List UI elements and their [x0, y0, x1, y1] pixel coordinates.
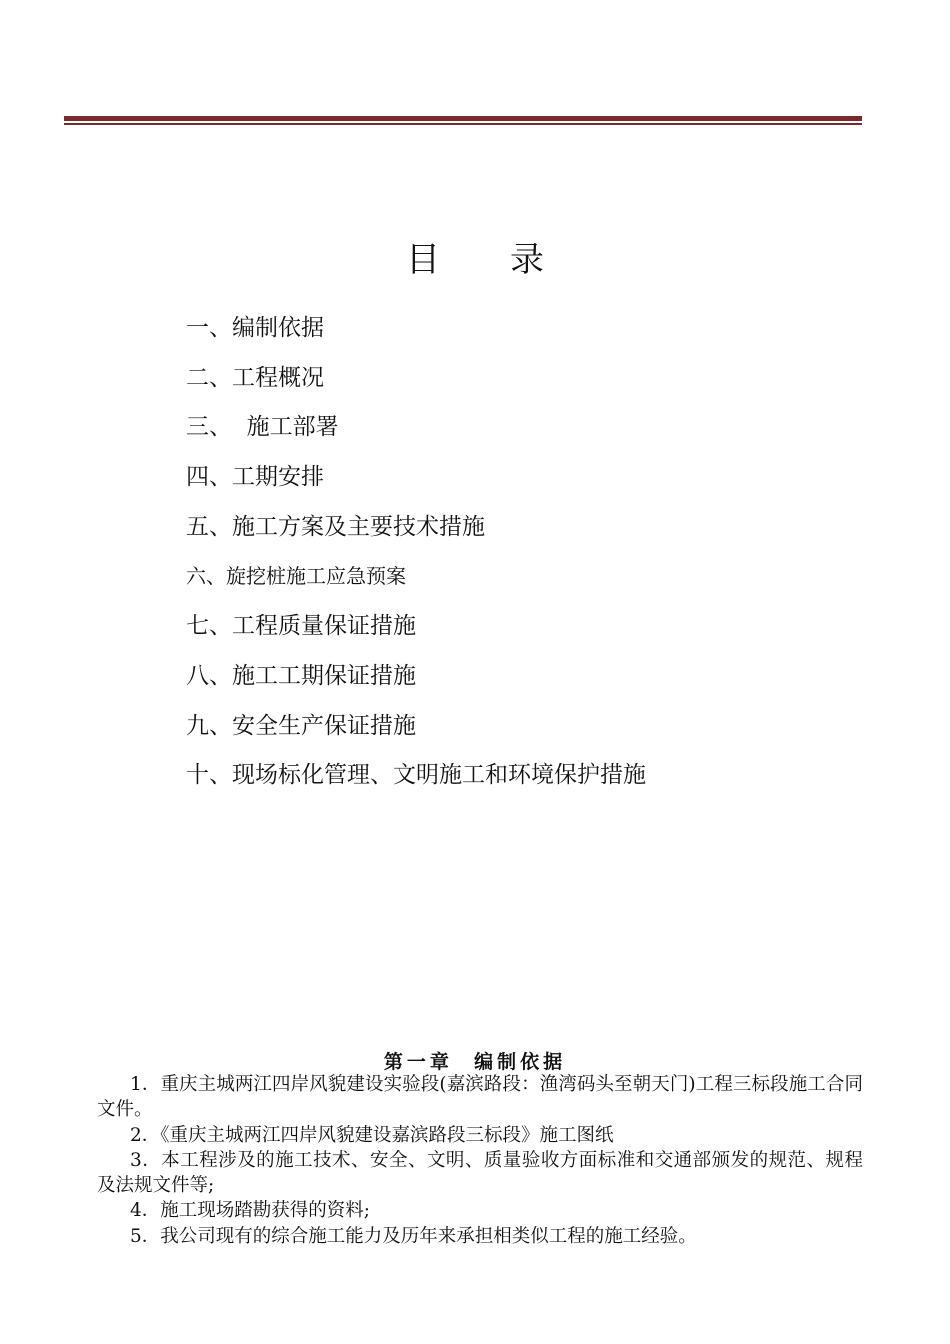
- header-rule-thick: [64, 116, 862, 121]
- chapter-title: 第一章 编制依据: [383, 1051, 567, 1073]
- basis-paragraph-2: 2．《重庆主城两江四岸风貌建设嘉滨路段三标段》施工图纸: [130, 1124, 614, 1146]
- basis-paragraph-5: 5．我公司现有的综合施工能力及历年来承担相类似工程的施工经验。: [130, 1225, 697, 1247]
- toc-title-right: 录: [510, 240, 544, 280]
- basis-paragraph-4: 4．施工现场踏勘获得的资料;: [130, 1200, 371, 1222]
- header-rule-thin: [64, 123, 862, 125]
- toc-item-5[interactable]: 五、施工方案及主要技术措施: [186, 513, 485, 540]
- basis-paragraph-1: 1．重庆主城两江四岸风貌建设实验段(嘉滨路段：渔湾码头至朝天门)工程三标段施工合同文件。: [97, 1074, 863, 1121]
- basis-paragraph-3: 3．本工程涉及的施工技术、安全、文明、质量验收方面标准和交通部颁发的规范、规程及法规文件等;: [97, 1149, 863, 1197]
- toc-title: [0, 232, 950, 281]
- toc-item-6[interactable]: 六、旋挖桩施工应急预案: [186, 564, 406, 589]
- toc-item-2[interactable]: 二、工程概况: [186, 364, 324, 391]
- toc-item-4[interactable]: 四、工期安排: [186, 464, 324, 491]
- toc-list: [186, 308, 646, 805]
- toc-item-9[interactable]: 九、安全生产保证措施: [186, 712, 416, 739]
- toc-item-10[interactable]: 十、现场标化管理、文明施工和环境保护措施: [186, 762, 646, 789]
- toc-item-7[interactable]: 七、工程质量保证措施: [186, 613, 416, 640]
- toc-title-left: 目: [406, 240, 440, 280]
- toc-item-3[interactable]: 三、 施工部署: [186, 414, 339, 441]
- chapter-body: [97, 1072, 863, 1249]
- toc-item-8[interactable]: 八、施工工期保证措施: [186, 662, 416, 689]
- toc-item-1[interactable]: 一、编制依据: [186, 315, 324, 341]
